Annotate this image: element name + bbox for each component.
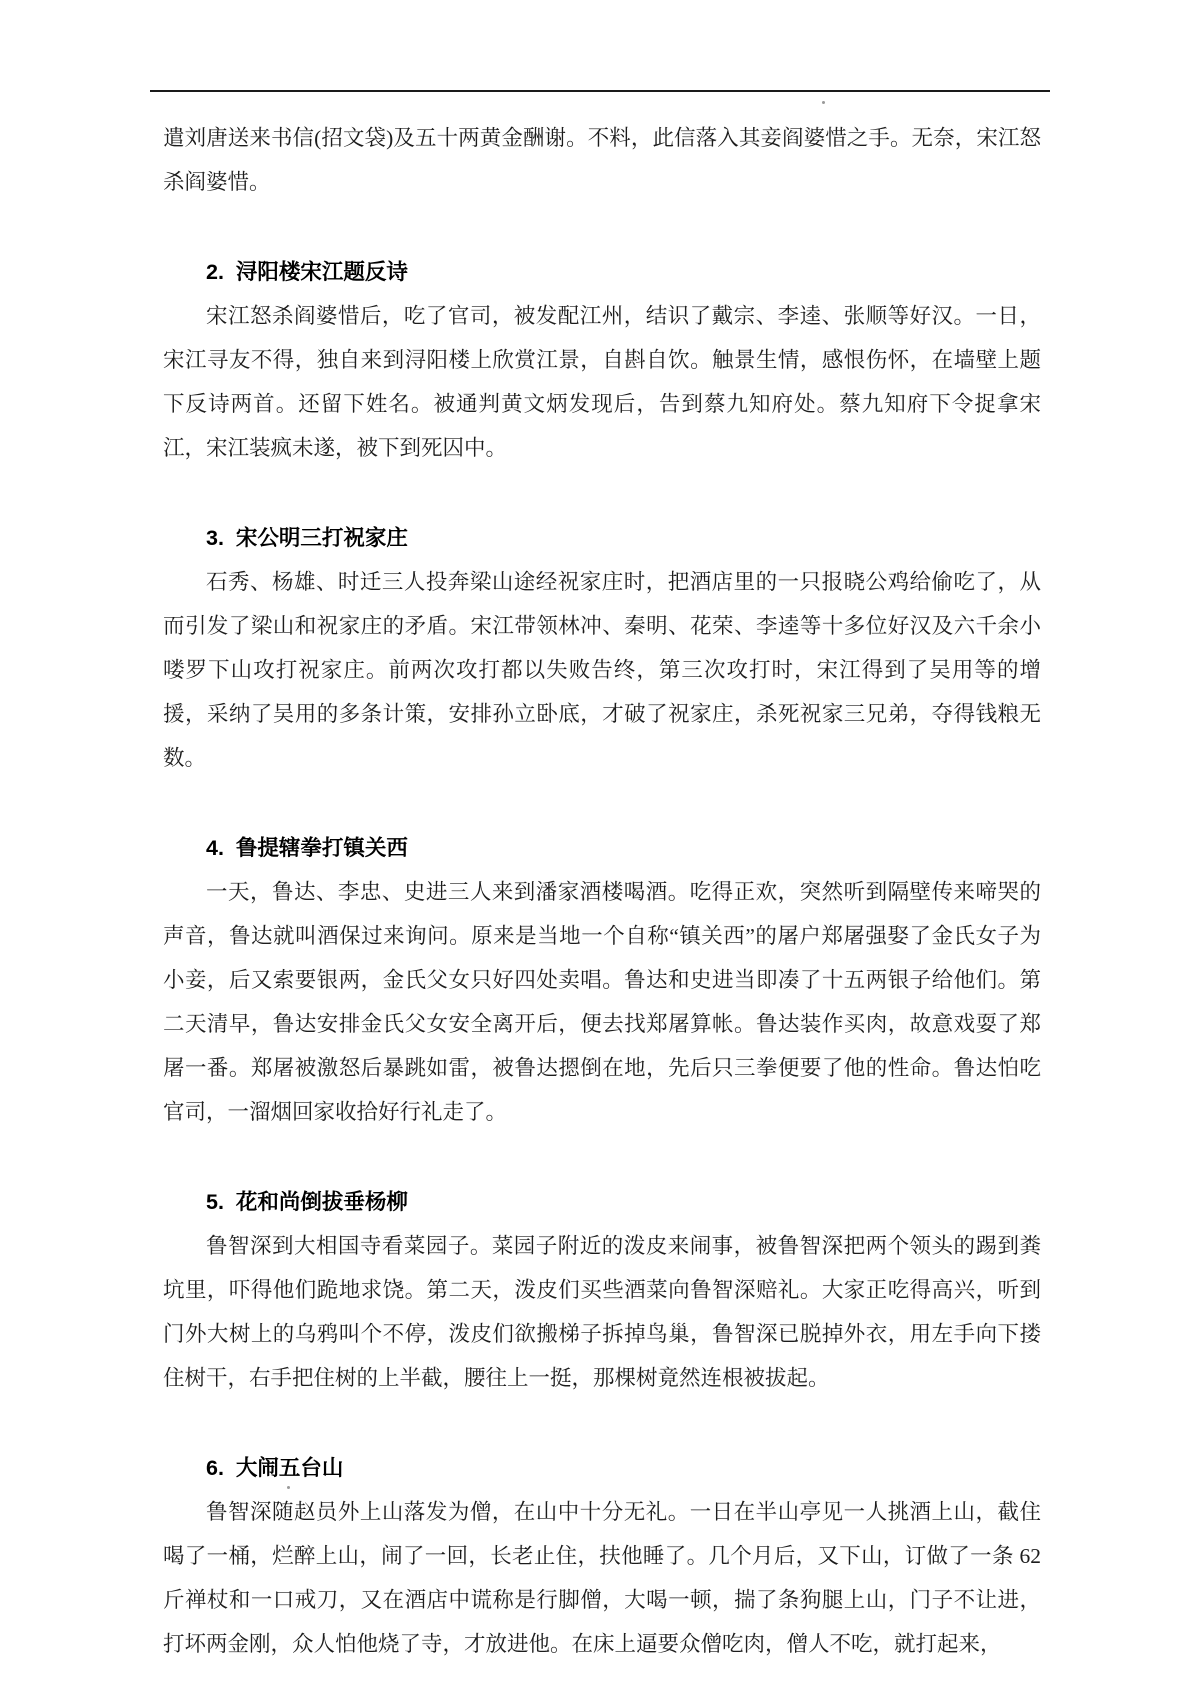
section-paragraph: 一天，鲁达、李忠、史进三人来到潘家酒楼喝酒。吃得正欢，突然听到隔壁传来啼哭的声音，鲁达就叫酒保过来询问。原来是当地一个自称“镇关西”的屠户郑屠强娶了金氏女子为小妾，后又索要银两，金氏父女只好四处卖唱。鲁达和史进当即凑了十五两银子给他们。第二天清早，鲁达安排金氏父女安全离开后，便去找郑屠算帐。鲁达装作买肉，故意戏耍了郑屠一番。郑屠被激怒后暴跳如雷，被鲁达摁倒在地，先后只三拳便要了他的性命。鲁达怕吃官司，一溜烟回家收拾好行礼走了。	[163, 880, 1041, 1124]
document-content	[163, 116, 1041, 1666]
section-paragraph: 鲁智深随赵员外上山落发为僧，在山中十分无礼。一日在半山亭见一人挑酒上山，截住喝了一桶，烂醉上山，闹了一回，长老止住，扶他睡了。几个月后，又下山，订做了一条 62 斤禅杖和一口戒刀，又在酒店中谎称是行脚僧，大喝一顿，揣了条狗腿上山，门子不让进，打坏两金刚，众人怕他烧了寺，才放进他。在床上逼要众僧吃肉，僧人不吃，就打起来，	[163, 1500, 1041, 1656]
section-paragraph: 鲁智深到大相国寺看菜园子。菜园子附近的泼皮来闹事，被鲁智深把两个领头的踢到粪坑里，吓得他们跪地求饶。第二天，泼皮们买些酒菜向鲁智深赔礼。大家正吃得高兴，听到门外大树上的乌鸦叫个不停，泼皮们欲搬梯子拆掉鸟巢，鲁智深已脱掉外衣，用左手向下搂住树干，右手把住树的上半截，腰往上一挺，那棵树竟然连根被拔起。	[163, 1234, 1041, 1390]
section-5	[163, 1180, 1041, 1400]
section-6	[163, 1446, 1041, 1666]
section-heading: 5. 花和尚倒拔垂杨柳	[206, 1190, 408, 1214]
section-paragraph: 宋江怒杀阎婆惜后，吃了官司，被发配江州，结识了戴宗、李逵、张顺等好汉。一日，宋江寻友不得，独自来到浔阳楼上欣赏江景，自斟自饮。触景生情，感恨伤怀，在墙壁上题下反诗两首。还留下姓名。被通判黄文炳发现后，告到蔡九知府处。蔡九知府下令捉拿宋江，宋江装疯未遂，被下到死囚中。	[163, 304, 1041, 460]
section-heading: 3. 宋公明三打祝家庄	[206, 526, 408, 550]
continued-paragraph: 遣刘唐送来书信(招文袋)及五十两黄金酬谢。不料，此信落入其妾阎婆惜之手。无奈，宋江怒杀阎婆惜。	[163, 126, 1041, 194]
section-3	[163, 516, 1041, 780]
section-heading: 2. 浔阳楼宋江题反诗	[206, 260, 408, 284]
section-paragraph: 石秀、杨雄、时迁三人投奔梁山途经祝家庄时，把酒店里的一只报晓公鸡给偷吃了，从而引发了梁山和祝家庄的矛盾。宋江带领林冲、秦明、花荣、李逵等十多位好汉及六千余小喽罗下山攻打祝家庄。前两次攻打都以失败告终，第三次攻打时，宋江得到了吴用等的增援，采纳了吴用的多条计策，安排孙立卧底，才破了祝家庄，杀死祝家三兄弟，夺得钱粮无数。	[163, 570, 1041, 770]
header-divider-line	[150, 90, 1050, 92]
section-heading: 4. 鲁提辖拳打镇关西	[206, 836, 408, 860]
section-2	[163, 250, 1041, 470]
section-heading: 6. 大闹五台山	[206, 1456, 344, 1480]
stray-dot	[822, 101, 825, 104]
section-4	[163, 826, 1041, 1134]
